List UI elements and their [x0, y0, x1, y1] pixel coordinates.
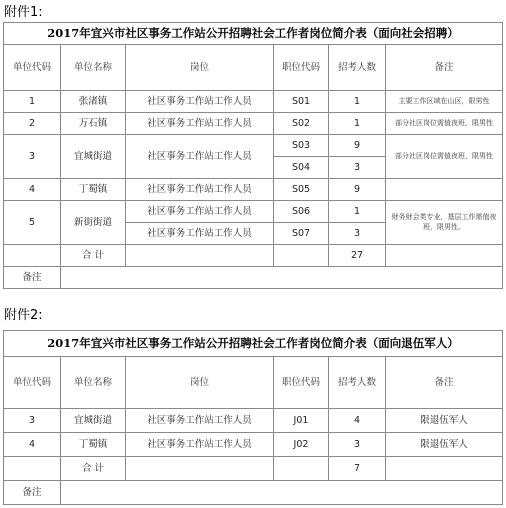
unit-code: 5: [4, 201, 61, 245]
header-headcount: 招考人数: [329, 45, 386, 91]
table-row: [4, 409, 503, 433]
headcount: 4: [329, 409, 386, 433]
remark-content: [61, 481, 503, 505]
unit-name: 新街街道: [61, 201, 126, 245]
unit-code: 4: [4, 179, 61, 201]
remark-label: 备注: [4, 267, 61, 289]
position-code: J02: [274, 433, 329, 457]
post-cell: 社区事务工作站工作人员: [126, 113, 274, 135]
header-unit-name: 单位名称: [61, 357, 126, 409]
table-attachment-2: [3, 330, 503, 505]
total-count: 7: [329, 457, 386, 481]
headcount: 1: [329, 91, 386, 113]
post-cell: 社区事务工作站工作人员: [126, 223, 274, 245]
table-row: [4, 201, 503, 223]
header-position-code: 职位代码: [274, 357, 329, 409]
remark-label: 备注: [4, 481, 61, 505]
total-empty-cell: [274, 245, 329, 267]
headcount: 3: [329, 433, 386, 457]
unit-name: 宜城街道: [61, 135, 126, 179]
remark-cell: 部分社区岗位需值夜班，限男性: [386, 135, 503, 179]
unit-code: 3: [4, 409, 61, 433]
table-2-title: 2017年宜兴市社区事务工作站公开招聘社会工作者岗位简介表（面向退伍军人）: [4, 331, 503, 357]
remark-content: [61, 267, 503, 289]
total-empty-cell: [4, 245, 61, 267]
headcount: 1: [329, 113, 386, 135]
unit-code: 3: [4, 135, 61, 179]
table-row: [4, 113, 503, 135]
attachment-1-label: 附件1:: [4, 5, 43, 20]
position-code: S07: [274, 223, 329, 245]
headcount: 1: [329, 201, 386, 223]
remark-cell: 主要工作区域在山区，限男性: [386, 91, 503, 113]
unit-code: 1: [4, 91, 61, 113]
remark-cell: 限退伍军人: [386, 409, 503, 433]
total-empty-cell: [274, 457, 329, 481]
post-cell: 社区事务工作站工作人员: [126, 135, 274, 179]
unit-code: 4: [4, 433, 61, 457]
header-unit-code: 单位代码: [4, 45, 61, 91]
total-empty-cell: [126, 245, 274, 267]
remark-row: [4, 481, 503, 505]
post-cell: 社区事务工作站工作人员: [126, 433, 274, 457]
header-unit-code: 单位代码: [4, 357, 61, 409]
table-attachment-1: [3, 22, 503, 289]
header-headcount: 招考人数: [329, 357, 386, 409]
table-1-title: 2017年宜兴市社区事务工作站公开招聘社会工作者岗位简介表（面向社会招聘）: [4, 23, 503, 45]
position-code: J01: [274, 409, 329, 433]
total-empty-cell: [126, 457, 274, 481]
unit-name: 丁蜀镇: [61, 433, 126, 457]
post-cell: 社区事务工作站工作人员: [126, 409, 274, 433]
headcount: 9: [329, 179, 386, 201]
remark-cell: 部分社区岗位需值夜班，限男性: [386, 113, 503, 135]
header-post: 岗位: [126, 357, 274, 409]
post-cell: 社区事务工作站工作人员: [126, 179, 274, 201]
header-remark: 备注: [386, 45, 503, 91]
position-code: S04: [274, 157, 329, 179]
header-position-code: 职位代码: [274, 45, 329, 91]
position-code: S01: [274, 91, 329, 113]
remark-cell: 财务财会类专业，基层工作需值夜班，限男性。: [386, 201, 503, 245]
total-empty-cell: [4, 457, 61, 481]
total-label: 合 计: [61, 245, 126, 267]
post-cell: 社区事务工作站工作人员: [126, 91, 274, 113]
attachment-2-label: 附件2:: [4, 308, 43, 323]
headcount: 3: [329, 157, 386, 179]
total-empty-cell: [386, 457, 503, 481]
remark-cell: [386, 179, 503, 201]
table-row: [4, 91, 503, 113]
headcount: 9: [329, 135, 386, 157]
post-cell: 社区事务工作站工作人员: [126, 201, 274, 223]
unit-code: 2: [4, 113, 61, 135]
table-row: [4, 179, 503, 201]
position-code: S05: [274, 179, 329, 201]
total-label: 合 计: [61, 457, 126, 481]
total-count: 27: [329, 245, 386, 267]
table-row: [4, 433, 503, 457]
unit-name: 万石镇: [61, 113, 126, 135]
total-row: [4, 245, 503, 267]
remark-row: [4, 267, 503, 289]
header-unit-name: 单位名称: [61, 45, 126, 91]
position-code: S02: [274, 113, 329, 135]
unit-name: 丁蜀镇: [61, 179, 126, 201]
header-remark: 备注: [386, 357, 503, 409]
headcount: 3: [329, 223, 386, 245]
unit-name: 宜城街道: [61, 409, 126, 433]
remark-cell: 限退伍军人: [386, 433, 503, 457]
header-post: 岗位: [126, 45, 274, 91]
position-code: S03: [274, 135, 329, 157]
total-row: [4, 457, 503, 481]
position-code: S06: [274, 201, 329, 223]
total-empty-cell: [386, 245, 503, 267]
unit-name: 张渚镇: [61, 91, 126, 113]
table-row: [4, 135, 503, 157]
